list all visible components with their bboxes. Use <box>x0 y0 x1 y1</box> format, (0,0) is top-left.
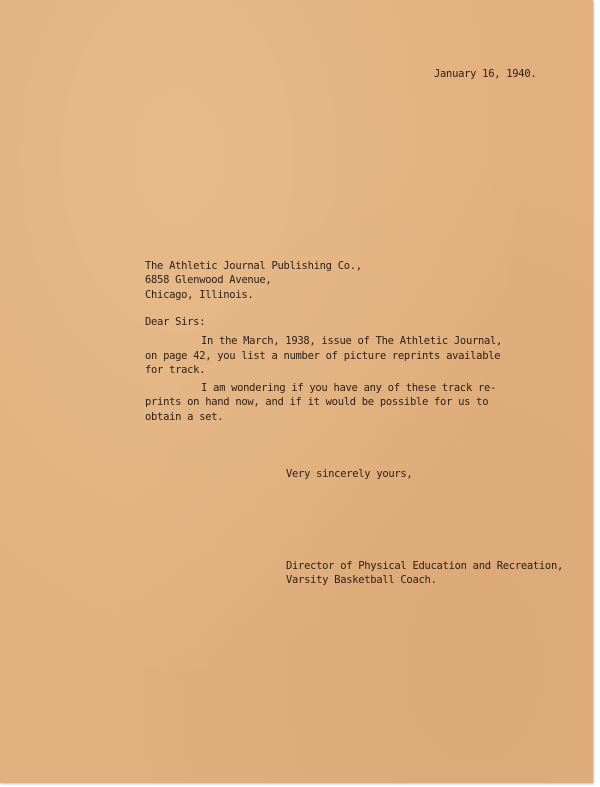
paragraph1-line2: on page 42, you list a number of picture reprints available <box>145 350 501 362</box>
closing: Very sincerely yours, <box>286 468 413 480</box>
letter-date: January 16, 1940. <box>434 68 537 80</box>
salutation: Dear Sirs: <box>145 316 206 328</box>
paragraph1-line1: In the March, 1938, issue of The Athletic Journal, <box>201 335 503 347</box>
recipient-street: 6858 Glenwood Avenue, <box>145 274 272 286</box>
paragraph1-line3: for track. <box>145 364 206 376</box>
signature-title-1: Director of Physical Education and Recreation, <box>286 560 563 572</box>
paragraph2-line3: obtain a set. <box>145 411 224 423</box>
recipient-city: Chicago, Illinois. <box>145 289 254 301</box>
paragraph2-line1: I am wondering if you have any of these track re- <box>201 382 497 394</box>
signature-title-2: Varsity Basketball Coach. <box>286 574 437 586</box>
paragraph2-line2: prints on hand now, and if it would be possible for us to <box>145 396 489 408</box>
recipient-name: The Athletic Journal Publishing Co., <box>145 260 362 272</box>
